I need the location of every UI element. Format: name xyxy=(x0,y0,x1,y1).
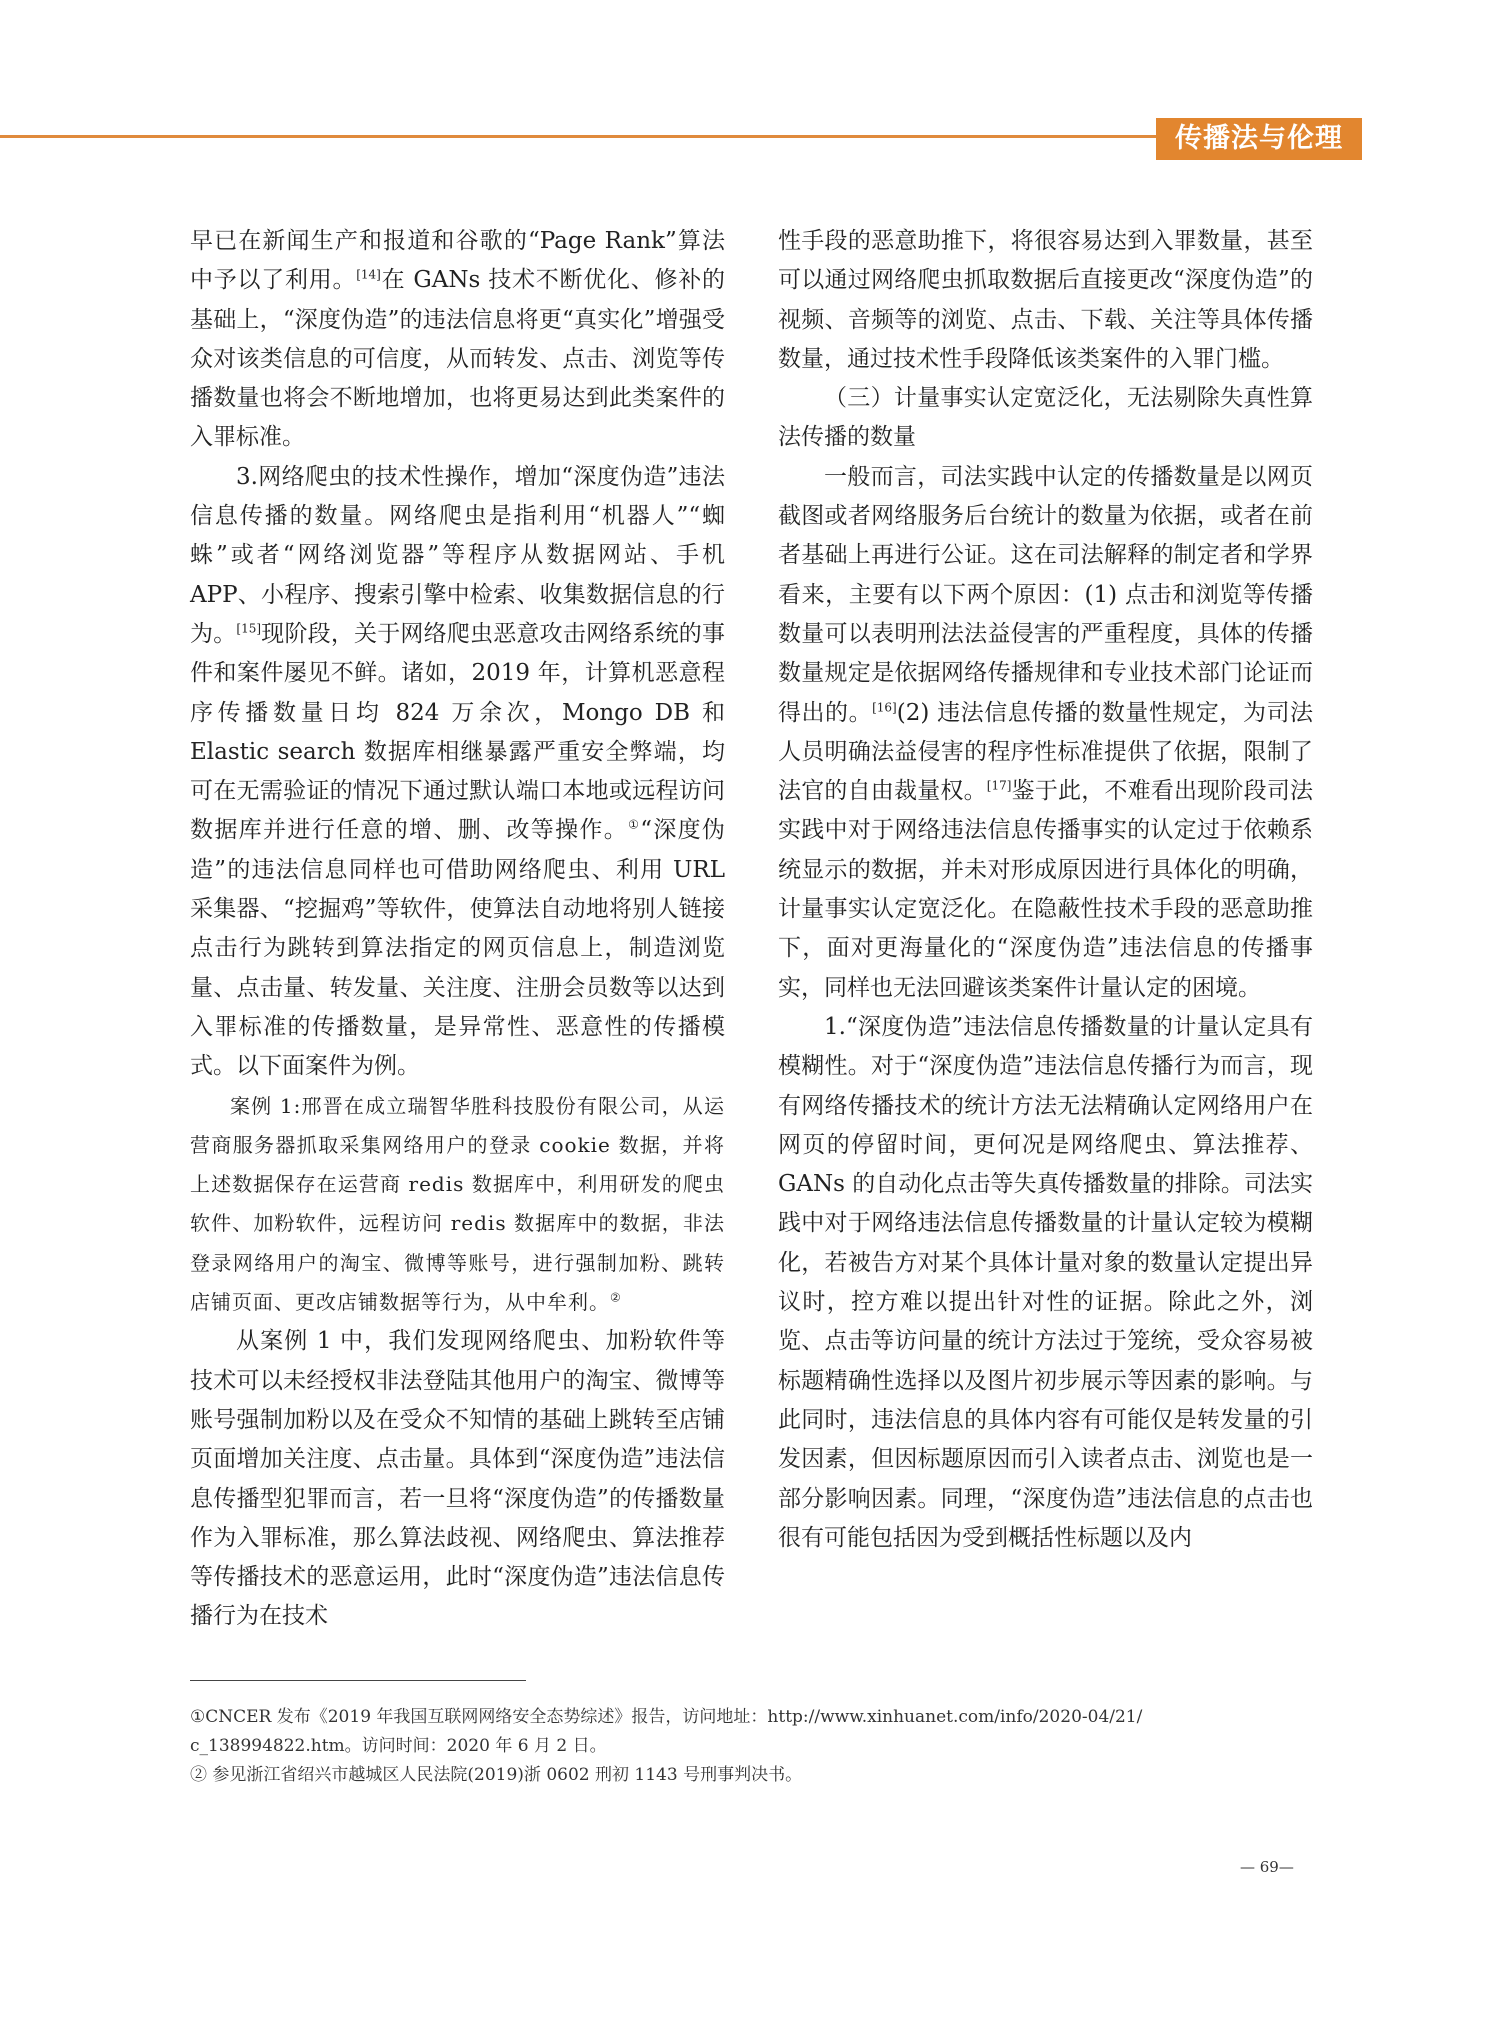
section-title: 传播法与伦理 xyxy=(1156,118,1362,160)
citation: [14] xyxy=(356,267,381,282)
footnote-1: ①CNCER 发布《2019 年我国互联网网络安全态势综述》报告，访问地址：http://www.xinhuanet.com/info/2020-04/21/ xyxy=(190,1707,1143,1727)
citation: [17] xyxy=(986,778,1012,793)
paragraph: 从案例 1 中，我们发现网络爬虫、加粉软件等技术可以未经授权非法登陆其他用户的淘宝、微博等账号强制加粉以及在受众不知情的基础上跳转至店铺页面增加关注度、点击量。具体到“深度伪造”违法信息传播型犯罪而言，若一旦将“深度伪造”的传播数量作为入罪标准，那么算法歧视、网络爬虫、算法推荐等传播技术的恶意运用，此时“深度伪造”违法信息传播行为在技术 xyxy=(190,1328,725,1630)
footnote-2: ② 参见浙江省绍兴市越城区人民法院(2019)浙 0602 刑初 1143 号刑事判决书。 xyxy=(190,1765,803,1785)
footnote-marker: ① xyxy=(628,817,641,832)
citation: [16] xyxy=(872,699,897,714)
paragraph: 早已在新闻生产和报道和谷歌的“Page Rank”算法中予以了利用。[14]在 GANs 技术不断优化、修补的基础上，“深度伪造”的违法信息将更“真实化”增强受众对该类信息的可信度，从而转发、点击、浏览等传播数量也将会不断地增加，也将更易达到此类案件的入罪标准。 xyxy=(190,228,725,451)
citation: [15] xyxy=(236,621,262,636)
paragraph: 1.“深度伪造”违法信息传播数量的计量认定具有模糊性。对于“深度伪造”违法信息传播行为而言，现有网络传播技术的统计方法无法精确认定网络用户在网页的停留时间，更何况是网络爬虫、算法推荐、GANs 的自动化点击等失真传播数量的排除。司法实践中对于网络违法信息传播数量的计量认定较为模糊化，若被告方对某个具体计量对象的数量认定提出异议时，控方难以提出针对性的证据。除此之外，浏览、点击等访问量的统计方法过于笼统，受众容易被标题精确性选择以及图片初步展示等因素的影响。与此同时，违法信息的具体内容有可能仅是转发量的引发因素，但因标题原因而引入读者点击、浏览也是一部分影响因素。同理，“深度伪造”违法信息的点击也很有可能包括因为受到概括性标题以及内 xyxy=(778,1013,1313,1551)
paragraph: 性手段的恶意助推下，将很容易达到入罪数量，甚至可以通过网络爬虫抓取数据后直接更改“深度伪造”的视频、音频等的浏览、点击、下载、关注等具体传播数量，通过技术性手段降低该类案件的入罪门槛。 xyxy=(778,228,1313,372)
paragraph: 3.网络爬虫的技术性操作，增加“深度伪造”违法信息传播的数量。网络爬虫是指利用“机器人”“蜘蛛”或者“网络浏览器”等程序从数据网站、手机 APP、小程序、搜索引擎中检索、收集数据信息的行为。[15]现阶段，关于网络爬虫恶意攻击网络系统的事件和案件屡见不鲜。诸如，2019 年，计算机恶意程序传播数量日均 824 万余次，Mongo DB 和 Elastic search 数据库相继暴露严重安全弊端，均可在无需验证的情况下通过默认端口本地或远程访问数据库并进行任意的增、删、改等操作。①“深度伪造”的违法信息同样也可借助网络爬虫、利用 URL 采集器、“挖掘鸡”等软件，使算法自动地将别人链接点击行为跳转到算法指定的网页信息上，制造浏览量、点击量、转发量、关注度、注册会员数等以达到入罪标准的传播数量，是异常性、恶意性的传播模式。以下面案件为例。 xyxy=(190,463,726,1080)
footnote-1-cont: c_138994822.htm。访问时间：2020 年 6 月 2 日。 xyxy=(190,1736,607,1756)
case-quote: 案例 1:邢晋在成立瑞智华胜科技股份有限公司，从运营商服务器抓取采集网络用户的登录 cookie 数据，并将上述数据保存在运营商 redis 数据库中，利用研发的爬虫软件、加粉软件，远程访问 redis 数据库中的数据，非法登录网络用户的淘宝、微博等账号，进行强制加粉、跳转店铺页面、更改店铺数据等行为，从中牟利。② xyxy=(190,1093,725,1315)
footnote-marker: ② xyxy=(610,1290,622,1305)
header-rule xyxy=(0,135,1156,138)
page-number: — 69— xyxy=(1240,1858,1294,1876)
footnote-rule xyxy=(190,1680,526,1681)
left-column xyxy=(190,222,725,1637)
section-heading: （三）计量事实认定宽泛化，无法剔除失真性算法传播的数量 xyxy=(778,385,1313,451)
paragraph: 一般而言，司法实践中认定的传播数量是以网页截图或者网络服务后台统计的数量为依据，或者在前者基础上再进行公证。这在司法解释的制定者和学界看来，主要有以下两个原因：(1) 点击和浏览等传播数量可以表明刑法法益侵害的严重程度，具体的传播数量规定是依据网络传播规律和专业技术部门论证而得出的。[16](2) 违法信息传播的数量性规定，为司法人员明确法益侵害的程序性标准提供了依据，限制了法官的自由裁量权。[17]鉴于此，不难看出现阶段司法实践中对于网络违法信息传播事实的认定过于依赖系统显示的数据，并未对形成原因进行具体化的明确，计量事实认定宽泛化。在隐蔽性技术手段的恶意助推下，面对更海量化的“深度伪造”违法信息的传播事实，同样也无法回避该类案件计量认定的困境。 xyxy=(778,463,1314,1001)
right-column xyxy=(778,222,1313,1558)
footnotes xyxy=(190,1703,1320,1790)
